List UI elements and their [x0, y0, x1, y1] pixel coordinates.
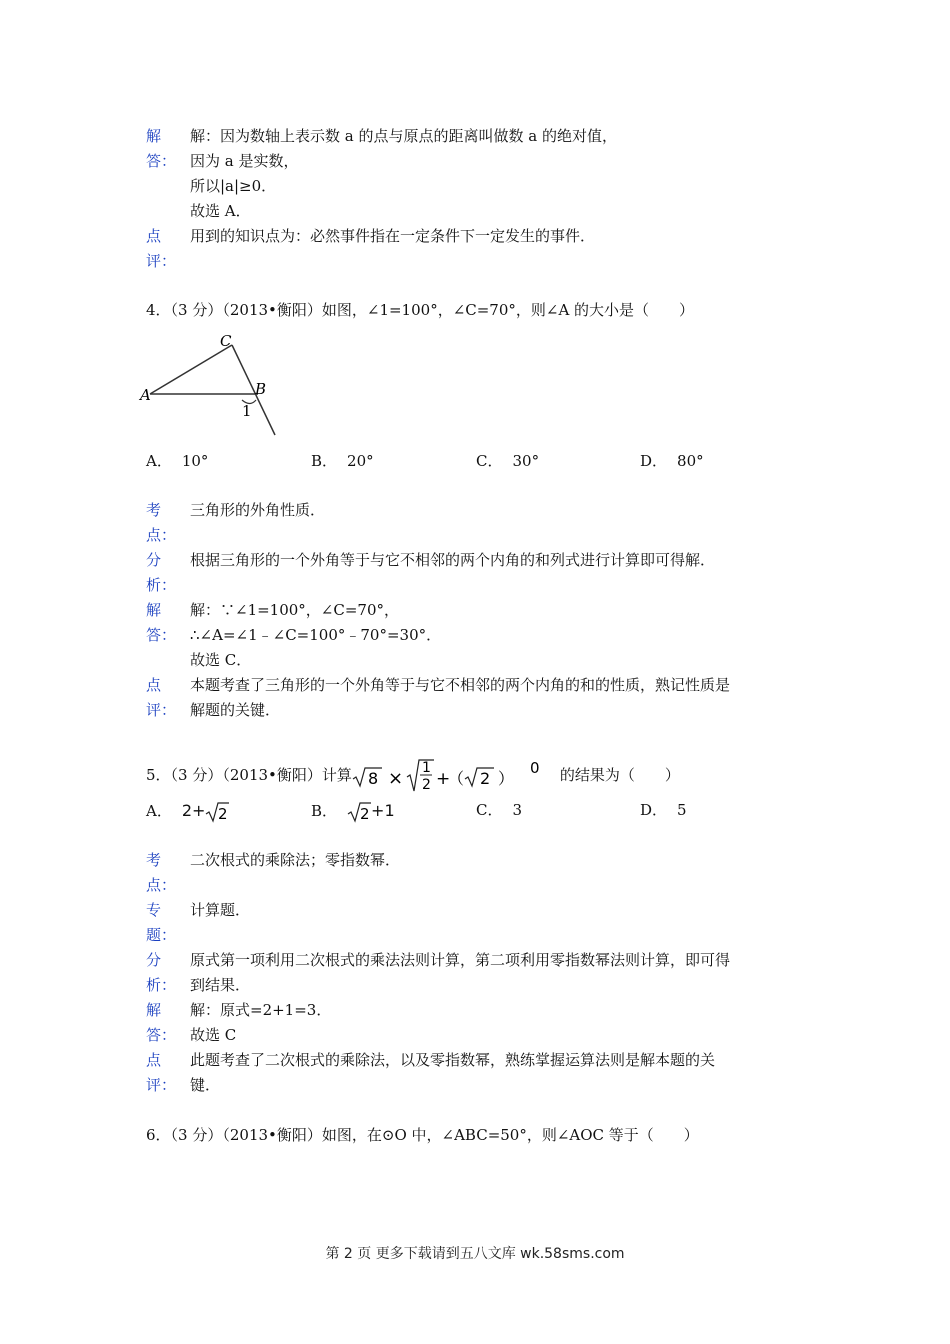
solution-line: 所以|a|≥0． [190, 177, 277, 195]
svg-text:8: 8 [367, 769, 379, 788]
jieda-line: 解：原式=2+1=3． [190, 1001, 332, 1019]
fenxi-line: 到结果． [190, 976, 251, 994]
q5-stem-prefix: 5．（3 分）（2013•衡阳）计算 [146, 766, 352, 784]
svg-text:）: ） [497, 769, 514, 788]
svg-text:2: 2 [421, 777, 431, 793]
side-ac [150, 345, 232, 394]
label-a: A [140, 386, 151, 404]
svg-text:（: （ [447, 769, 464, 788]
comment-text: 用到的知识点为：必然事件指在一定条件下一定发生的事件． [190, 227, 596, 245]
q5-expression [352, 759, 560, 793]
sqrt-sign-icon [347, 800, 371, 824]
label-b: B [255, 380, 267, 398]
q5-stem-suffix: 的结果为（ ） [559, 766, 680, 784]
q5-options [146, 798, 846, 823]
jieda-line: 解：∵∠1=100°，∠C=70°， [190, 601, 400, 619]
label-angle-1: 1 [242, 402, 252, 420]
jieda-line: 故选 C． [190, 651, 252, 669]
label: 解 [146, 127, 162, 145]
q4-options [146, 449, 846, 474]
option-b[interactable]: B． 2 +1 [311, 801, 395, 823]
jieda-line: ∴∠A=∠1﹣∠C=100°﹣70°=30°． [190, 626, 442, 644]
label-c: C [220, 332, 232, 350]
fenxi-line: 原式第一项利用二次根式的乘法法则计算，第二项利用零指数幂法则计算，即可得 [190, 951, 731, 969]
option-b[interactable]: B． 20° [311, 452, 374, 470]
svg-text:2: 2 [479, 769, 491, 788]
q5-stem [146, 758, 680, 792]
option-a[interactable]: A． 10° [146, 452, 209, 470]
label: 答： [146, 152, 177, 170]
q4-stem: 4．（3 分）（2013•衡阳）如图，∠1=100°，∠C=70°，则∠A 的大小是（ ） [146, 301, 695, 319]
zhuanti-text: 计算题． [190, 901, 251, 919]
option-d[interactable]: D． 80° [640, 452, 704, 470]
jieda-line: 故选 C [190, 1026, 237, 1044]
label: 点 [146, 227, 162, 245]
kaodian-text: 二次根式的乘除法；零指数幂． [190, 851, 401, 869]
q5-analysis: 考 二次根式的乘除法；零指数幂． 点： 专 计算题． 题： 分 原式第一项利用二次根式的乘法法则计算，第二项利用零指数幂法则计算，即可得 析： 到结果． 解 解：原式=2+1=3． 答： 故选 C 点 此题考查了二次根式的乘除法，以及零指数幂，熟练掌握运算法则是解本题的关 评： 键． [146, 848, 806, 1098]
option-d[interactable]: D． 5 [640, 801, 687, 819]
option-c[interactable]: C． 3 [476, 801, 523, 819]
dianping-line: 键． [190, 1076, 221, 1094]
sqrt-sign-icon [205, 800, 229, 824]
svg-text:2: 2 [218, 805, 228, 823]
triangle-figure [138, 330, 288, 440]
q6-stem: 6．（3 分）（2013•衡阳）如图，在⊙O 中，∠ABC=50°，则∠AOC 等于（ ） [146, 1126, 699, 1144]
svg-text:×: × [387, 768, 403, 789]
kaodian-text: 三角形的外角性质． [190, 501, 326, 519]
side-cb-extended [232, 345, 275, 435]
page-footer: 第 2 页 更多下载请到五八文库 wk.58sms.com [325, 1246, 625, 1262]
svg-text:1: 1 [421, 760, 431, 776]
label: 评： [146, 252, 177, 270]
dianping-line: 本题考查了三角形的一个外角等于与它不相邻的两个内角的和的性质，熟记性质是 [190, 676, 731, 694]
option-c[interactable]: C． 30° [476, 452, 540, 470]
dianping-line: 此题考查了二次根式的乘除法，以及零指数幂，熟练掌握运算法则是解本题的关 [190, 1051, 716, 1069]
solution-line: 故选 A． [190, 202, 251, 220]
svg-text:0: 0 [529, 759, 540, 777]
fenxi-text: 根据三角形的一个外角等于与它不相邻的两个内角的和列式进行计算即可得解． [190, 551, 716, 569]
svg-text:+: + [435, 769, 451, 789]
dianping-line: 解题的关键． [190, 701, 281, 719]
solution-line: 解：因为数轴上表示数 a 的点与原点的距离叫做数 a 的绝对值， [190, 127, 617, 145]
option-a[interactable]: A． 2+ 2 [146, 801, 228, 823]
svg-text:2: 2 [360, 805, 370, 823]
q3-solution [146, 124, 806, 274]
solution-line: 因为 a 是实数， [190, 152, 299, 170]
q4-analysis: 考 三角形的外角性质． 点： 分 根据三角形的一个外角等于与它不相邻的两个内角的和列式进行计算即可得解． 析： 解 解：∵∠1=100°，∠C=70°， 答： ∴∠A=∠1﹣∠C=100°﹣70°=30°． 故选 C． 点 本题考查了三角形的一个外角等于与它不相邻的两个内角的和的性质，熟记性质是 评： 解题的关键． [146, 498, 806, 723]
